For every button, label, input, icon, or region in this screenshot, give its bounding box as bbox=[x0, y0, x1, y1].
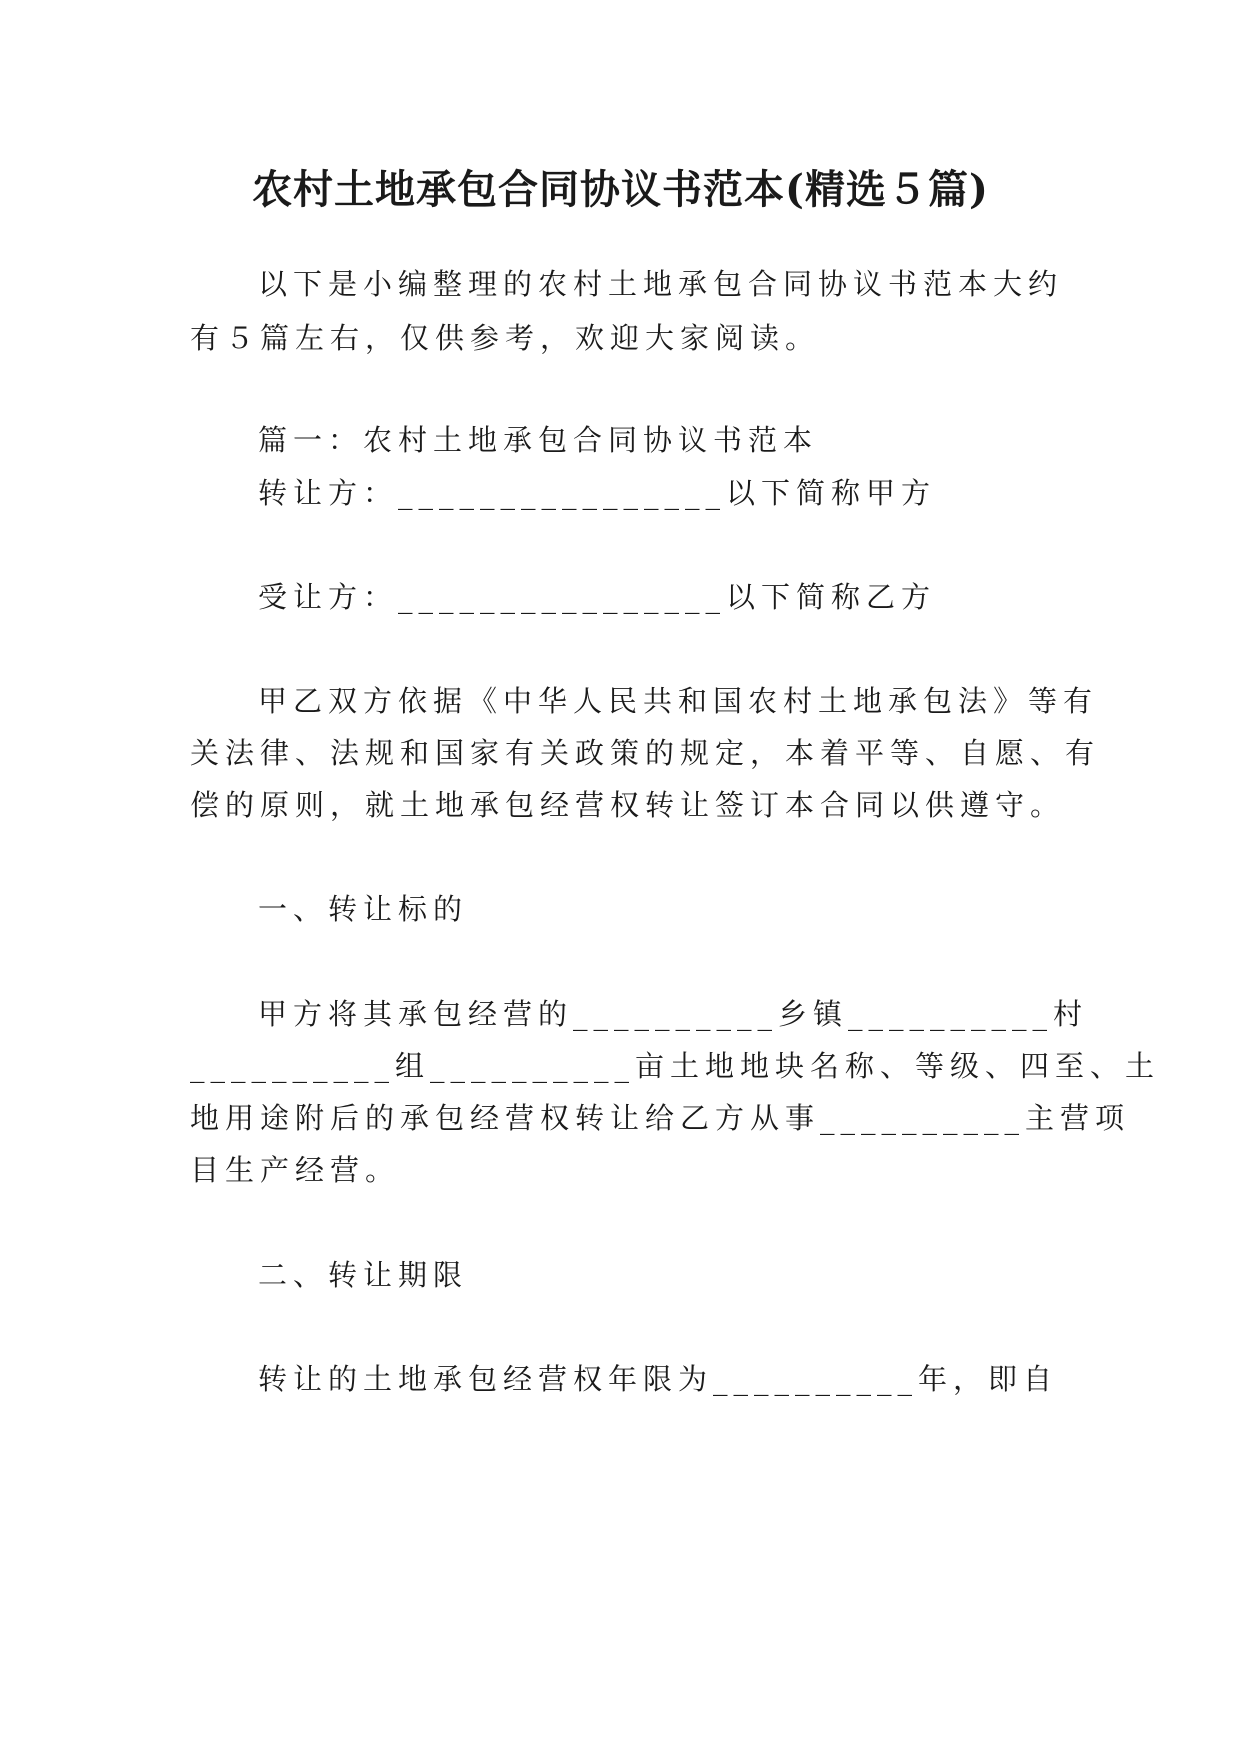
transferee-line: 受让方：________________以下简称乙方 bbox=[258, 580, 937, 614]
document-title: 农村土地承包合同协议书范本(精选５篇) bbox=[252, 166, 989, 213]
preamble-line-1: 甲乙双方依据《中华人民共和国农村土地承包法》等有 bbox=[258, 684, 1099, 718]
section-1-line-2: __________组__________亩土地地块名称、等级、四至、土 bbox=[190, 1049, 1161, 1083]
preamble-line-2: 关法律、法规和国家有关政策的规定，本着平等、自愿、有 bbox=[190, 736, 1101, 770]
transferor-line: 转让方：________________以下简称甲方 bbox=[258, 476, 937, 510]
preamble-line-3: 偿的原则，就土地承包经营权转让签订本合同以供遵守。 bbox=[190, 788, 1066, 822]
intro-line-2: 有５篇左右，仅供参考，欢迎大家阅读。 bbox=[190, 321, 821, 355]
section-2-heading: 二、转让期限 bbox=[258, 1258, 469, 1292]
section-1-heading: 一、转让标的 bbox=[258, 892, 469, 926]
section-1-line-1: 甲方将其承包经营的__________乡镇__________村 bbox=[258, 997, 1089, 1031]
section-2-line-1: 转让的土地承包经营权年限为__________年，即自 bbox=[258, 1362, 1059, 1396]
section-1-line-4: 目生产经营。 bbox=[190, 1153, 401, 1187]
intro-line-1: 以下是小编整理的农村土地承包合同协议书范本大约 bbox=[258, 267, 1064, 301]
chapter-heading: 篇一：农村土地承包合同协议书范本 bbox=[258, 423, 819, 457]
section-1-line-3: 地用途附后的承包经营权转让给乙方从事__________主营项 bbox=[190, 1101, 1131, 1135]
